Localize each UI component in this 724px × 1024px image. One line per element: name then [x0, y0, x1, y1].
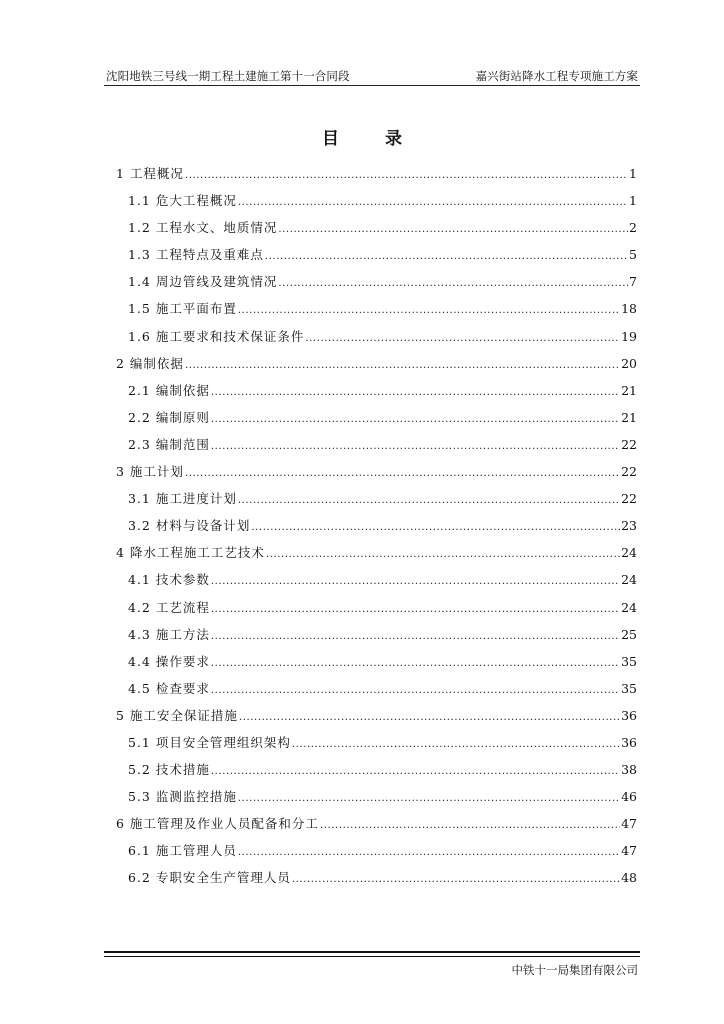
toc-entry-title: 5.3 监测监控措施	[128, 789, 237, 805]
toc-entry-title: 3.1 施工进度计划	[128, 491, 237, 507]
toc-entry-title: 2.2 编制原则	[128, 409, 210, 425]
page-footer-right: 中铁十一局集团有限公司	[511, 963, 638, 977]
toc-entry-title: 6.1 施工管理人员	[128, 843, 237, 859]
toc-title: 目 录	[322, 129, 422, 149]
page-header-left: 沈阳地铁三号线一期工程土建施工第十一合同段	[106, 69, 350, 83]
toc-entry-page: 1	[629, 166, 637, 181]
toc-entry[interactable]	[116, 810, 637, 837]
toc-leader-dots	[185, 352, 620, 379]
toc-entry-title: 3.2 材料与设备计划	[128, 518, 251, 534]
toc-entry[interactable]	[116, 458, 637, 485]
toc-leader-dots	[292, 731, 620, 758]
toc-entry-title: 2.3 编制范围	[128, 436, 210, 452]
toc-entry[interactable]	[116, 160, 637, 187]
toc-entry-page: 18	[621, 301, 637, 317]
toc-leader-dots	[278, 270, 628, 297]
toc-entry-page: 21	[621, 382, 637, 398]
toc-entry-page: 24	[621, 599, 637, 615]
toc-entry[interactable]	[116, 675, 637, 702]
toc-entry[interactable]	[116, 864, 637, 891]
toc-entry-page: 23	[621, 518, 637, 534]
toc-leader-dots	[211, 758, 620, 785]
toc-entry-page: 35	[621, 680, 637, 696]
toc-entry-title: 1.4 周边管线及建筑情况	[128, 274, 278, 290]
toc-entry-page: 38	[621, 762, 637, 778]
toc-entry-page: 47	[621, 816, 637, 832]
toc-leader-dots	[211, 568, 620, 595]
toc-entry-page: 47	[621, 843, 637, 859]
toc-entry[interactable]	[116, 702, 637, 729]
toc-entry-page: 48	[621, 870, 637, 886]
toc-entry-title: 4.3 施工方法	[128, 626, 210, 642]
toc-leader-dots	[320, 812, 620, 839]
toc-leader-dots	[238, 297, 620, 324]
toc-leader-dots	[238, 189, 628, 216]
toc-leader-dots	[292, 866, 620, 893]
toc-entry-title: 1 工程概况	[116, 166, 184, 181]
toc-entry-title: 2.1 编制依据	[128, 382, 210, 398]
toc-entry-page: 7	[629, 274, 637, 290]
toc-entry-title: 1.6 施工要求和技术保证条件	[128, 328, 305, 344]
toc-entry[interactable]	[116, 241, 637, 268]
toc-entry-page: 24	[621, 572, 637, 588]
toc-entry[interactable]	[116, 837, 637, 864]
toc-entry[interactable]	[116, 350, 637, 377]
toc-entry[interactable]	[116, 539, 637, 566]
toc-entry-title: 6 施工管理及作业人员配备和分工	[116, 816, 319, 832]
toc-leader-dots	[211, 650, 620, 677]
toc-entry-title: 4 降水工程施工工艺技术	[116, 545, 265, 561]
toc-entry[interactable]	[116, 404, 637, 431]
toc-entry-title: 3 施工计划	[116, 464, 184, 480]
toc-entry-page: 5	[629, 247, 637, 263]
toc-leader-dots	[211, 677, 620, 704]
toc-leader-dots	[251, 514, 620, 541]
toc-entry[interactable]	[116, 512, 637, 539]
toc-leader-dots	[265, 243, 628, 270]
toc-entry-title: 1.2 工程水文、地质情况	[128, 220, 278, 236]
toc-entry-page: 24	[621, 545, 637, 561]
toc-entry-title: 1.3 工程特点及重难点	[128, 247, 264, 263]
toc-entry[interactable]	[116, 756, 637, 783]
toc-leader-dots	[211, 433, 620, 460]
toc-entry-page: 25	[621, 626, 637, 642]
toc-entry[interactable]	[116, 377, 637, 404]
toc-entry-title: 1.5 施工平面布置	[128, 301, 237, 317]
toc-leader-dots	[238, 839, 620, 866]
toc-entry-title: 1.1 危大工程概况	[128, 193, 237, 209]
toc-entry-page: 1	[629, 193, 637, 209]
toc-leader-dots	[305, 325, 620, 352]
toc-entry[interactable]	[116, 485, 637, 512]
toc-leader-dots	[211, 623, 620, 650]
toc-leader-dots	[238, 785, 620, 812]
toc-entry-page: 36	[621, 707, 637, 723]
toc-entry-page: 22	[621, 491, 637, 507]
toc-entry-title: 6.2 专职安全生产管理人员	[128, 870, 291, 886]
toc-entry[interactable]	[116, 187, 637, 214]
toc-entry-title: 2 编制依据	[116, 355, 184, 371]
toc-entry[interactable]	[116, 783, 637, 810]
toc-leader-dots	[211, 406, 620, 433]
toc-entry[interactable]	[116, 295, 637, 322]
footer-rule-thin	[104, 956, 640, 957]
toc-entry[interactable]	[116, 566, 637, 593]
toc-entry[interactable]	[116, 594, 637, 621]
toc-leader-dots	[185, 162, 628, 189]
toc-entry[interactable]	[116, 268, 637, 295]
toc-entry-title: 5.2 技术措施	[128, 762, 210, 778]
toc-entry-page: 21	[621, 409, 637, 425]
toc-entry[interactable]	[116, 648, 637, 675]
toc-leader-dots	[211, 379, 620, 406]
page-header-right: 嘉兴街站降水工程专项施工方案	[475, 69, 638, 83]
toc-leader-dots	[278, 216, 628, 243]
footer-rule-thick	[104, 951, 640, 953]
toc-entry-title: 4.1 技术参数	[128, 572, 210, 588]
toc-entry-page: 2	[629, 220, 637, 236]
header-rule	[104, 85, 640, 86]
toc-entry-title: 4.5 检查要求	[128, 680, 210, 696]
toc-list	[116, 160, 637, 892]
toc-entry-title: 4.2 工艺流程	[128, 599, 210, 615]
toc-entry-page: 20	[621, 355, 637, 371]
toc-entry[interactable]	[116, 729, 637, 756]
toc-entry-page: 22	[621, 436, 637, 452]
toc-leader-dots	[211, 596, 620, 623]
toc-entry-page: 46	[621, 789, 637, 805]
toc-entry[interactable]	[116, 323, 637, 350]
toc-entry-title: 4.4 操作要求	[128, 653, 210, 669]
toc-entry-page: 19	[621, 328, 637, 344]
toc-leader-dots	[266, 541, 620, 568]
toc-entry[interactable]	[116, 214, 637, 241]
toc-entry-page: 22	[621, 464, 637, 480]
toc-entry-title: 5.1 项目安全管理组织架构	[128, 734, 291, 750]
toc-entry-page: 36	[621, 734, 637, 750]
toc-leader-dots	[185, 460, 620, 487]
toc-entry[interactable]	[116, 431, 637, 458]
toc-entry[interactable]	[116, 621, 637, 648]
toc-entry-title: 5 施工安全保证措施	[116, 707, 238, 723]
toc-leader-dots	[239, 704, 620, 731]
toc-leader-dots	[238, 487, 620, 514]
toc-entry-page: 35	[621, 653, 637, 669]
